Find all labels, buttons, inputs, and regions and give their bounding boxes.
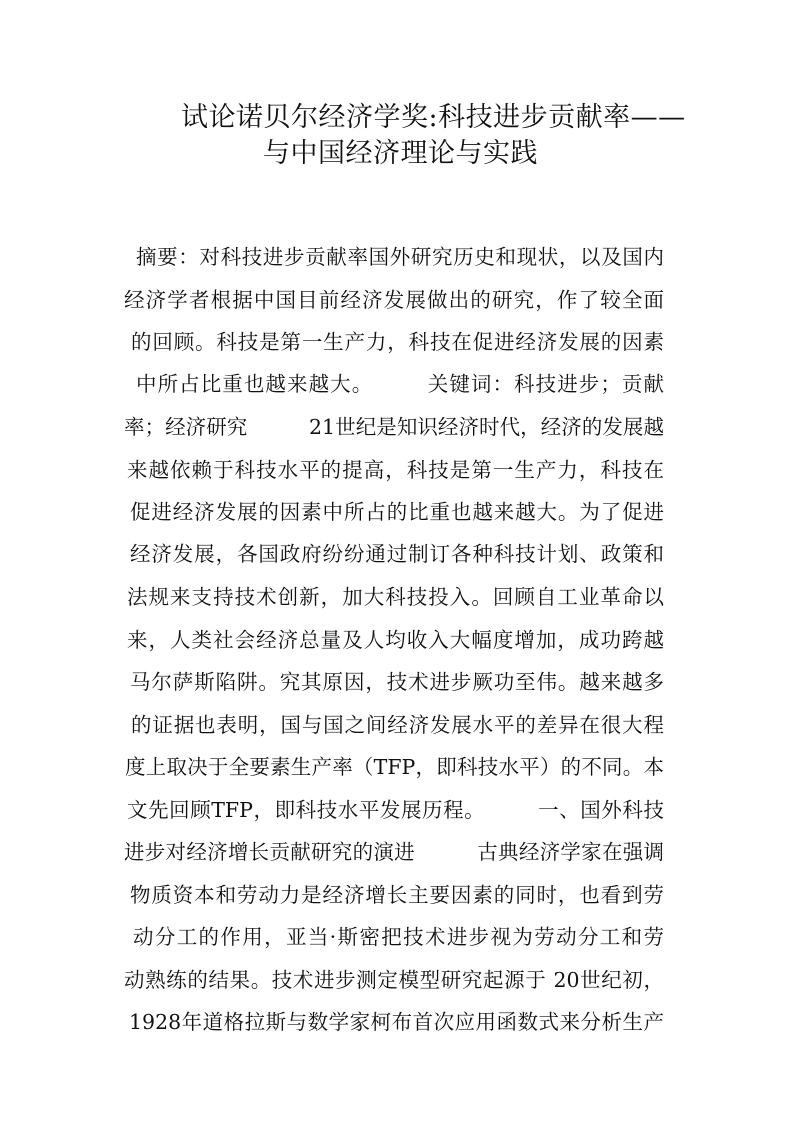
body-line: 来，人类社会经济总量及人均收入大幅度增加，成功跨越 <box>127 628 664 652</box>
body-line: 来越依赖于科技水平的提高，科技是第一生产力，科技在 <box>127 458 664 482</box>
body-line: 经济发展，各国政府纷纷通过制订各种科技计划、政策和 <box>130 542 664 566</box>
section-heading-line: 进步对经济增长贡献研究的演进 古典经济学家在强调 <box>124 840 664 864</box>
abstract-line: 摘要：对科技进步贡献率国外研究历史和现状，以及国内 <box>136 245 664 269</box>
body-line: 促进经济发展的因素中所占的比重也越来越大。为了促进 <box>130 500 664 524</box>
body-line: 物质资本和劳动力是经济增长主要因素的同时，也看到劳 <box>130 883 664 907</box>
body-line: 法规来支持技术创新，加大科技投入。回顾自工业革命以 <box>127 585 664 609</box>
document-title-line-1: 试论诺贝尔经济学奖:科技进步贡献率—— <box>181 102 686 133</box>
abstract-line: 的回顾。科技是第一生产力，科技在促进经济发展的因素 <box>131 330 664 354</box>
document-title-line-2: 与中国经济理论与实践 <box>263 138 538 169</box>
body-line: 度上取决于全要素生产率（TFP，即科技水平）的不同。本 <box>125 755 664 779</box>
body-line: 马尔萨斯陷阱。究其原因，技术进步厥功至伟。越来越多 <box>130 670 664 694</box>
keywords-line: 中所占比重也越来越大。 关键词：科技进步；贡献 <box>136 372 664 396</box>
body-line: 1928年道格拉斯与数学家柯布首次应用函数式来分析生产 <box>129 1010 664 1034</box>
abstract-line: 经济学者根据中国目前经济发展做出的研究，作了较全面 <box>124 288 664 312</box>
section-heading-line: 文先回顾TFP，即科技水平发展历程。 一、国外科技 <box>127 798 664 822</box>
body-line: 动分工的作用，亚当·斯密把技术进步视为劳动分工和劳 <box>133 925 664 949</box>
body-line: 率；经济研究 21世纪是知识经济时代，经济的发展越 <box>124 415 664 439</box>
body-line: 的证据也表明，国与国之间经济发展水平的差异在很大程 <box>131 713 664 737</box>
body-line: 动熟练的结果。技术进步测定模型研究起源于 20世纪初， <box>124 968 664 992</box>
